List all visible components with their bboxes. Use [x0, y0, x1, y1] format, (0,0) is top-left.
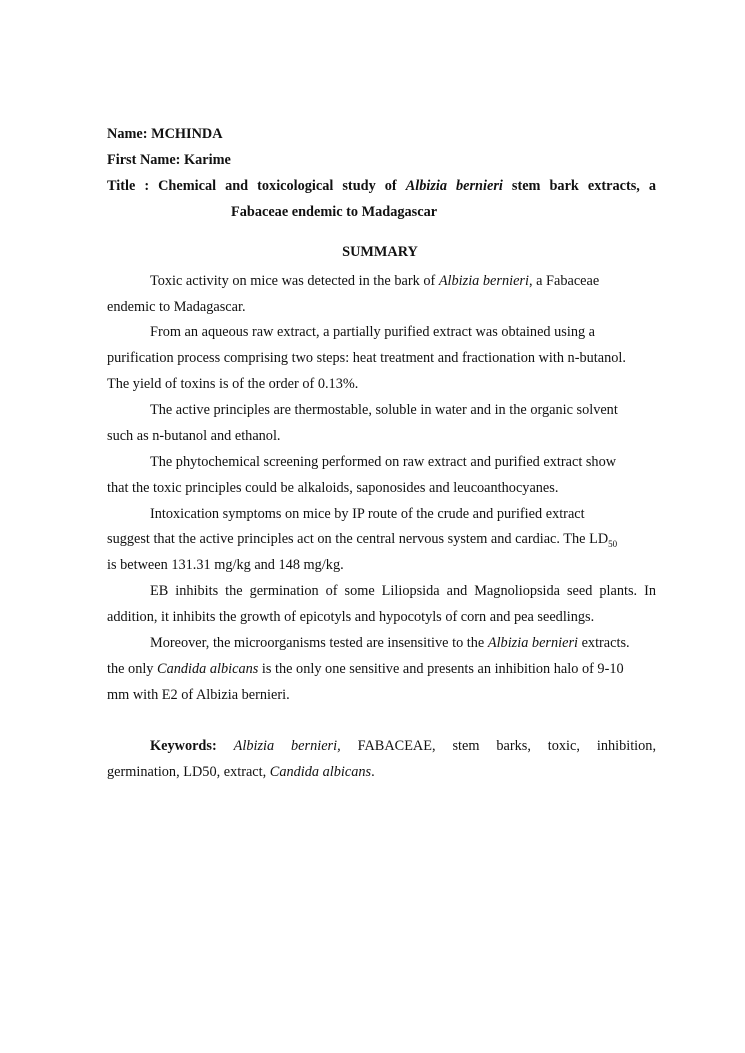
p1-species: Albizia bernieri	[438, 273, 529, 289]
p5-line-2	[107, 530, 617, 553]
title-part1: Chemical and toxicological study of	[158, 178, 397, 194]
p2-line-3: The yield of toxins is of the order of 0.13%.	[107, 376, 359, 392]
p2-line-2: purification process comprising two steps: heat treatment and fractionation with n-butanol.	[107, 350, 626, 366]
name-value: MCHINDA	[151, 126, 223, 142]
p7-text-end: extracts.	[581, 635, 630, 651]
p3-line-1: The active principles are thermostable, soluble in water and in the organic solvent	[150, 402, 618, 418]
p4-line-2: that the toxic principles could be alkaloids, saponosides and leucoanthocyanes.	[107, 480, 559, 496]
first-name-label: First Name:	[107, 152, 181, 168]
p5-line-3: is between 131.31 mg/kg and 148 mg/kg.	[107, 557, 344, 573]
p7-text: Moreover, the microorganisms tested are insensitive to the	[150, 635, 485, 651]
title-part2: stem bark extracts, a	[511, 178, 657, 194]
p1-text-end: , a Fabaceae	[528, 273, 600, 289]
p7-line2-end: is the only one sensitive and presents an inhibition halo of 9-10	[261, 661, 624, 677]
p1-line-1	[150, 272, 599, 290]
keywords-label: Keywords:	[150, 738, 217, 754]
p2-line-1: From an aqueous raw extract, a partially purified extract was obtained using a	[150, 324, 596, 340]
title-line-2: Fabaceae endemic to Madagascar	[231, 204, 438, 220]
title-label: Title :	[107, 178, 150, 194]
keywords-end: .	[371, 764, 375, 780]
title-species: Albizia bernieri	[405, 178, 503, 194]
ld-subscript: 50	[608, 538, 618, 549]
summary-heading: SUMMARY	[342, 244, 418, 260]
p7-line-2	[107, 660, 624, 678]
keywords-candida: Candida albicans	[269, 764, 372, 780]
first-name-line	[107, 151, 231, 169]
p5-text: suggest that the active principles act on the central nervous system and cardiac. The LD	[107, 531, 609, 547]
p7-line-3: mm with E2 of Albizia bernieri.	[107, 687, 290, 703]
p4-line-1: The phytochemical screening performed on raw extract and purified extract show	[150, 454, 617, 470]
p7-line-1	[150, 634, 630, 652]
keywords-line-1	[150, 737, 656, 755]
p6-line-2: addition, it inhibits the growth of epicotyls and hypocotyls of corn and pea seedlings.	[107, 609, 595, 625]
p5-line-1: Intoxication symptoms on mice by IP route of the crude and purified extract	[150, 506, 585, 522]
keywords-list-2: germination, LD50, extract,	[107, 764, 267, 780]
name-line	[107, 125, 223, 143]
first-name-value: Karime	[184, 152, 231, 168]
p7-line2-start: the only	[107, 661, 154, 677]
p1-text: Toxic activity on mice was detected in the bark of	[150, 273, 436, 289]
name-label: Name:	[107, 126, 148, 142]
p3-line-2: such as n-butanol and ethanol.	[107, 428, 281, 444]
p1-line-2: endemic to Madagascar.	[107, 299, 246, 315]
keywords-list: FABACEAE, stem barks, toxic, inhibition,	[357, 738, 657, 754]
keywords-species: Albizia bernieri,	[233, 738, 341, 754]
p7-candida: Candida albicans	[157, 661, 259, 677]
p6-line-1: EB inhibits the germination of some Liliopsida and Magnoliopsida seed plants. In	[150, 583, 656, 599]
p7-species: Albizia bernieri	[487, 635, 578, 651]
keywords-line-2	[107, 763, 375, 781]
title-line-1	[107, 177, 656, 195]
